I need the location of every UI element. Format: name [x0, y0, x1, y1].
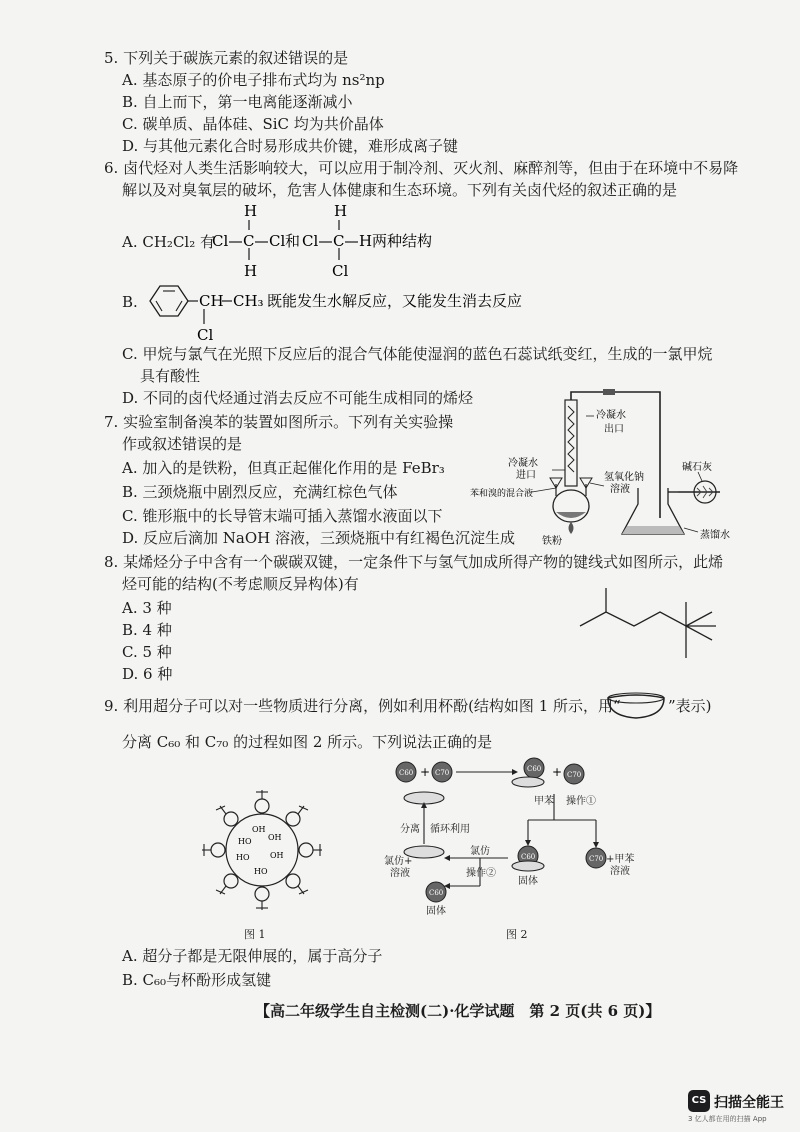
svg-text:H: H	[244, 202, 258, 220]
q9-stem-line1a: 9. 利用超分子可以对一些物质进行分离，例如利用杯酚(结构如图 1 所示，用“	[104, 697, 621, 715]
q6-option-b-suffix: 既能发生水解反应，又能发生消去反应	[267, 292, 523, 310]
svg-text:铁粉: 铁粉	[542, 536, 562, 546]
q8-option-d: D. 6 种	[122, 665, 173, 683]
svg-text:+: +	[552, 765, 563, 779]
svg-text:Cl: Cl	[332, 262, 349, 278]
svg-text:氯仿+: 氯仿+	[384, 856, 413, 867]
svg-text:C70: C70	[567, 771, 582, 779]
svg-text:HO: HO	[236, 853, 250, 862]
q6-and: 和	[285, 232, 301, 250]
svg-text:C70: C70	[435, 769, 450, 777]
q8-stem-line1: 8. 某烯烃分子中含有一个碳碳双键，一定条件下与氢气加成所得产物的键线式如图所示，此烯	[104, 553, 724, 571]
q8-option-a: A. 3 种	[122, 599, 172, 617]
svg-text:CH: CH	[199, 292, 224, 310]
q6-stem-line2: 解以及对臭氧层的破坏，危害人体健康和生态环境。下列有关卤代烃的叙述正确的是	[122, 181, 678, 199]
q6-stem-line1: 6. 卤代烃对人类生活影响较大，可以应用于制冷剂、灭火剂、麻醉剂等，但由于在环境中不易降	[104, 159, 739, 177]
q8-option-b: B. 4 种	[122, 621, 172, 639]
camscanner-tagline: 3 亿人都在用的扫描 App	[688, 1115, 767, 1123]
svg-text:分离: 分离	[400, 824, 420, 835]
q6-option-a-prefix: A. CH₂Cl₂ 有	[122, 233, 215, 251]
figure-1-caption: 图 1	[244, 928, 266, 941]
q7-option-b: B. 三颈烧瓶中剧烈反应，充满红棕色气体	[122, 483, 398, 501]
svg-text:+甲苯: +甲苯	[606, 854, 635, 865]
svg-text:OH: OH	[268, 833, 282, 842]
svg-text:冷凝水: 冷凝水	[596, 410, 626, 421]
q5-option-c: C. 碳单质、晶体硅、SiC 均为共价晶体	[122, 115, 384, 133]
q6-option-b-prefix: B.	[122, 293, 138, 311]
svg-text:H: H	[359, 232, 373, 250]
svg-text:C60: C60	[527, 765, 542, 773]
cl-left-1: Cl	[212, 232, 229, 250]
page-footer: 【高二年级学生自主检测(二)·化学试题 第 2 页(共 6 页)】	[255, 1002, 661, 1020]
svg-text:OH: OH	[270, 851, 284, 860]
q8-option-c: C. 5 种	[122, 643, 172, 661]
svg-text:H: H	[334, 202, 348, 220]
q7-stem-line1: 7. 实验室制备溴苯的装置如图所示。下列有关实验操	[104, 413, 454, 431]
q9-stem-line2: 分离 C₆₀ 和 C₇₀ 的过程如图 2 所示。下列说法正确的是	[122, 733, 493, 751]
q7-option-d: D. 反应后滴加 NaOH 溶液，三颈烧瓶中有红褐色沉淀生成	[122, 529, 516, 547]
svg-text:操作②: 操作②	[466, 868, 496, 879]
svg-text:C60: C60	[521, 853, 536, 861]
q9-option-b: B. C₆₀与杯酚形成氢键	[122, 971, 272, 989]
svg-text:C60: C60	[399, 769, 414, 777]
q7-stem-line2: 作或叙述错误的是	[122, 435, 243, 453]
svg-text:甲苯: 甲苯	[534, 796, 554, 807]
q5-option-b: B. 自上而下，第一电离能逐渐减小	[122, 93, 353, 111]
q9-stem-line1b: ”表示)	[668, 697, 712, 715]
svg-text:Cl: Cl	[269, 232, 286, 250]
svg-text:苯和溴的混合液: 苯和溴的混合液	[470, 489, 534, 499]
q9-option-a: A. 超分子都是无限伸展的，属于高分子	[122, 947, 383, 965]
svg-text:C70: C70	[589, 855, 604, 863]
svg-text:出口: 出口	[604, 424, 624, 435]
q7-option-a: A. 加入的是铁粉，但真正起催化作用的是 FeBr₃	[122, 459, 445, 477]
q6-option-b-structure	[140, 282, 540, 344]
figure-2-caption: 图 2	[506, 928, 528, 941]
svg-text:固体: 固体	[518, 876, 538, 887]
svg-text:冷凝水: 冷凝水	[508, 458, 538, 469]
svg-text:碱石灰: 碱石灰	[682, 462, 712, 473]
c60-c70-separation-flowchart	[384, 754, 660, 920]
q6-option-a-structures	[212, 202, 532, 278]
svg-text:溶液: 溶液	[610, 484, 630, 495]
svg-text:+: +	[420, 765, 431, 779]
svg-text:进口: 进口	[516, 470, 536, 481]
svg-text:固体: 固体	[426, 906, 446, 917]
q5-option-d: D. 与其他元素化合时易形成共价键，难形成离子键	[122, 137, 459, 155]
svg-text:Cl: Cl	[197, 326, 214, 344]
svg-text:循环利用: 循环利用	[430, 824, 470, 835]
svg-text:操作①: 操作①	[566, 796, 596, 807]
q6-option-c-line1: C. 甲烷与氯气在光照下反应后的混合气体能使湿润的蓝色石蕊试纸变红，生成的一氯甲烷	[122, 345, 713, 363]
q6-option-a-suffix: 两种结构	[372, 232, 433, 250]
svg-text:HO: HO	[254, 867, 268, 876]
svg-text:溶液: 溶液	[390, 868, 410, 879]
svg-text:HO: HO	[238, 837, 252, 846]
svg-text:氢氧化钠: 氢氧化钠	[604, 472, 644, 483]
svg-text:H: H	[244, 262, 258, 278]
q8-stem-line2: 烃可能的结构(不考虑顺反异构体)有	[122, 575, 359, 593]
q5-stem: 5. 下列关于碳族元素的叙述错误的是	[104, 49, 349, 67]
svg-text:C: C	[243, 232, 255, 250]
camscanner-name: 扫描全能王	[714, 1095, 784, 1111]
svg-text:氯仿: 氯仿	[470, 846, 490, 857]
camscanner-logo-icon: CS	[688, 1090, 710, 1112]
svg-text:C: C	[333, 232, 345, 250]
bromobenzene-apparatus-diagram	[470, 388, 780, 546]
calixarene-symbol-icon	[604, 690, 668, 722]
svg-text:蒸馏水: 蒸馏水	[700, 530, 730, 541]
svg-text:CH₃: CH₃	[233, 292, 264, 310]
q6-option-c-line2: 具有酸性	[140, 367, 201, 385]
q6-option-d: D. 不同的卤代烃通过消去反应不可能生成相同的烯烃	[122, 389, 474, 407]
q7-option-c: C. 锥形瓶中的长导管末端可插入蒸馏水液面以下	[122, 507, 443, 525]
svg-text:Cl: Cl	[302, 232, 319, 250]
svg-text:溶液: 溶液	[610, 866, 630, 877]
svg-text:C60: C60	[429, 889, 444, 897]
svg-text:OH: OH	[252, 825, 266, 834]
q8-skeletal-formula	[576, 582, 756, 666]
q5-option-a: A. 基态原子的价电子排布式均为 ns²np	[122, 71, 385, 89]
calixarene-structure-figure	[198, 786, 326, 914]
